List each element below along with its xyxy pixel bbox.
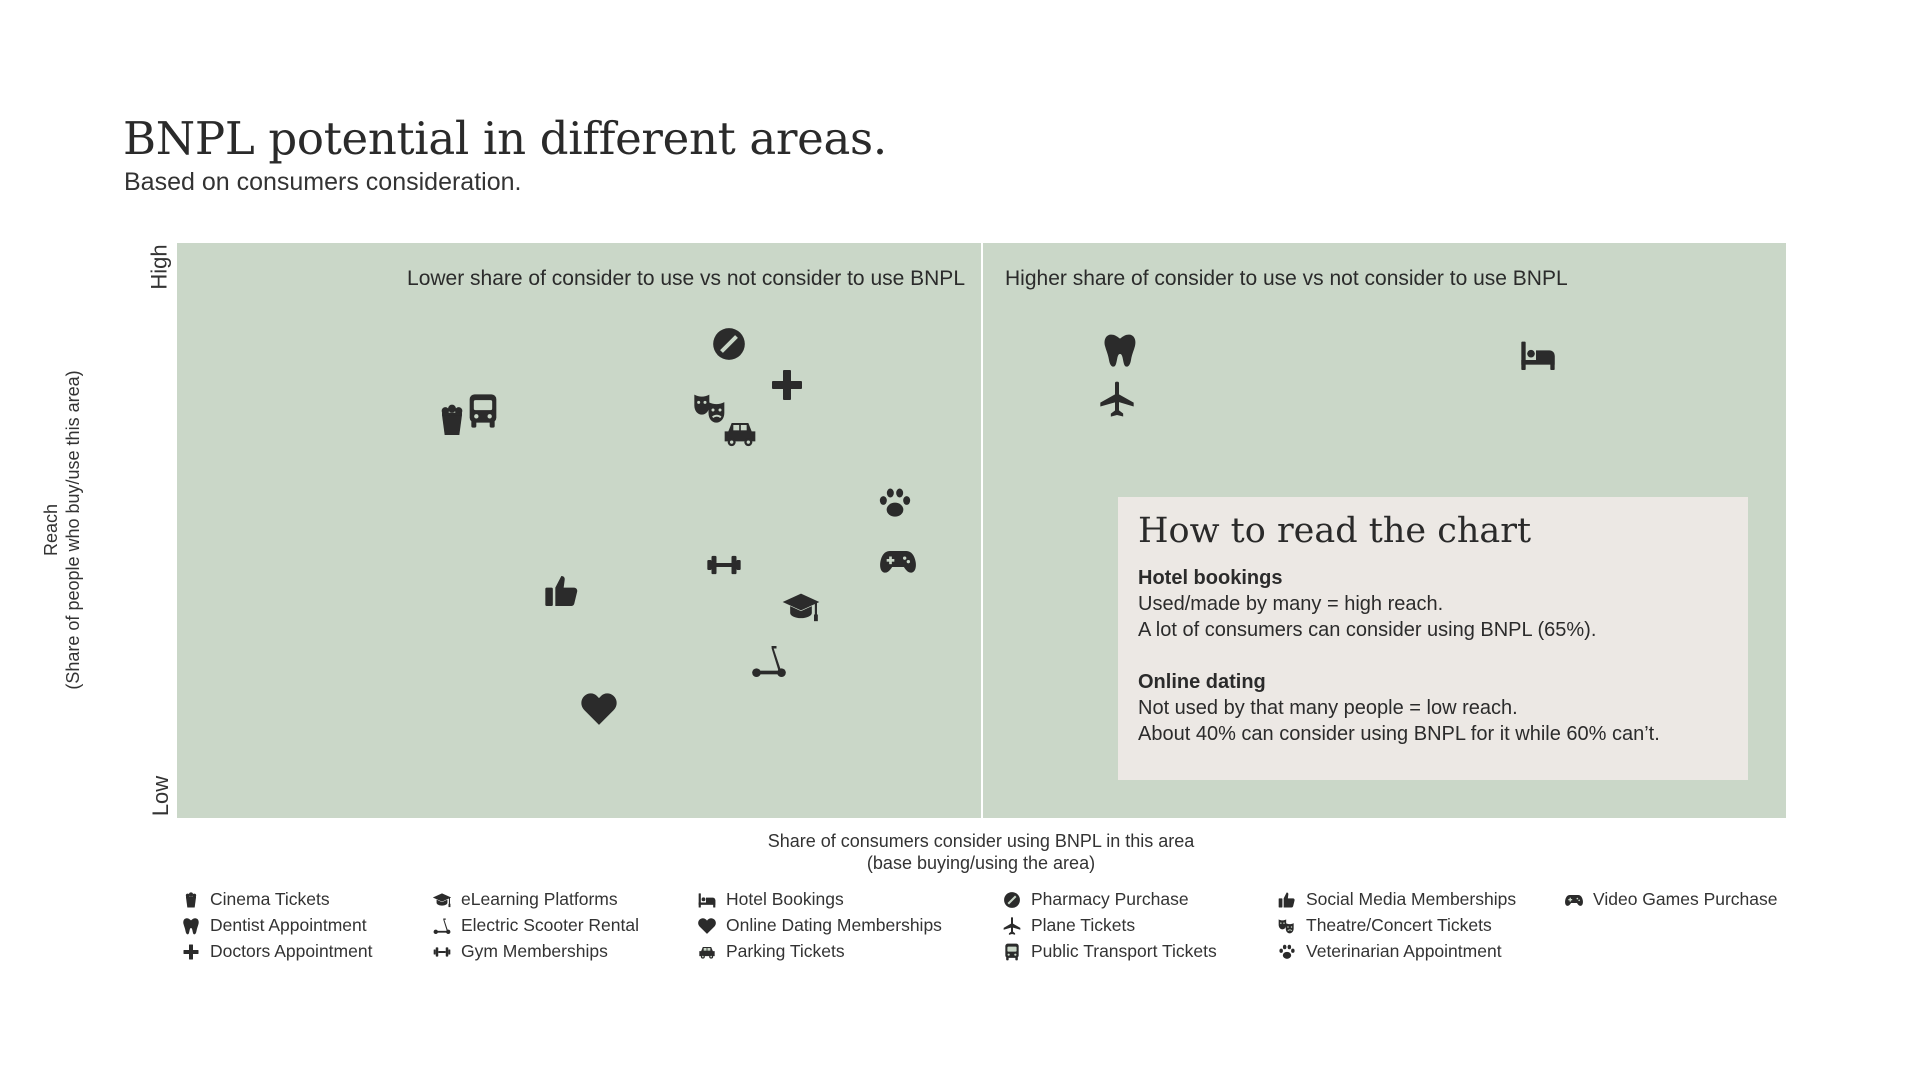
- legend-column-2: [432, 887, 639, 964]
- legend-column-1: [181, 887, 372, 964]
- legend-label: Hotel Bookings: [726, 889, 844, 909]
- scooter-icon: [749, 641, 789, 681]
- example-dating-title: Online dating: [1138, 671, 1266, 693]
- legend-column-6: [1564, 887, 1778, 912]
- legend-column-3: [697, 887, 942, 964]
- tooth-icon: [181, 916, 201, 936]
- y-axis-title: [40, 370, 84, 689]
- bed-icon: [1518, 335, 1558, 375]
- paw-icon: [875, 483, 915, 523]
- medical-cross-icon: [767, 365, 807, 405]
- bus-icon: [463, 391, 503, 431]
- example-hotel-line-2: A lot of consumers can consider using BNPL (65%).: [1138, 619, 1597, 641]
- bed-icon: [697, 890, 717, 910]
- legend-item: [1002, 887, 1217, 912]
- heart-icon: [579, 689, 619, 729]
- x-axis-title: [681, 830, 1281, 874]
- legend-column-5: [1277, 887, 1516, 964]
- legend-item: [181, 913, 372, 938]
- dumbbell-icon: [704, 545, 744, 585]
- example-hotel-title: Hotel bookings: [1138, 567, 1283, 589]
- legend-label: Video Games Purchase: [1593, 889, 1778, 909]
- y-tick-low: Low: [148, 775, 174, 817]
- legend-label: Parking Tickets: [726, 941, 845, 961]
- example-hotel-line-1: Used/made by many = high reach.: [1138, 593, 1444, 615]
- legend-label: eLearning Platforms: [461, 889, 618, 909]
- legend-item: [1277, 887, 1516, 912]
- heart-icon: [697, 916, 717, 936]
- legend-label: Electric Scooter Rental: [461, 915, 639, 935]
- legend-label: Pharmacy Purchase: [1031, 889, 1189, 909]
- legend-item: [432, 887, 639, 912]
- pharmacy-icon: [1002, 890, 1022, 910]
- legend-label: Veterinarian Appointment: [1306, 941, 1502, 961]
- paw-icon: [1277, 942, 1297, 962]
- car-icon: [697, 942, 717, 962]
- legend-label: Plane Tickets: [1031, 915, 1136, 935]
- quadrant-label-right: Higher share of consider to use vs not consider to use BNPL: [1005, 267, 1568, 290]
- example-dating-line-2: About 40% can consider using BNPL for it while 60% can’t.: [1138, 723, 1660, 745]
- y-axis-label: Reach: [41, 503, 61, 557]
- legend-label: Dentist Appointment: [210, 915, 367, 935]
- thumbs-up-icon: [1277, 890, 1297, 910]
- cinema-icon: [181, 890, 201, 910]
- legend-label: Doctors Appointment: [210, 941, 373, 961]
- quadrant-label-left: Lower share of consider to use vs not consider to use BNPL: [407, 267, 965, 290]
- medical-cross-icon: [181, 942, 201, 962]
- chart-subtitle: Based on consumers consideration.: [124, 168, 522, 196]
- legend-item: [1002, 913, 1217, 938]
- example-dating-line-1: Not used by that many people = low reach.: [1138, 697, 1518, 719]
- chart-title: BNPL potential in different areas.: [123, 112, 887, 165]
- legend-label: Theatre/Concert Tickets: [1306, 915, 1492, 935]
- legend-item: [697, 913, 942, 938]
- legend-item: [181, 887, 372, 912]
- quadrant-divider: [981, 243, 983, 818]
- graduation-cap-icon: [432, 890, 452, 910]
- tooth-icon: [1100, 330, 1140, 370]
- plot-area: [177, 243, 1786, 818]
- pharmacy-icon: [709, 324, 749, 364]
- gamepad-icon: [1564, 890, 1584, 910]
- legend-item: [1277, 939, 1516, 964]
- legend-label: Gym Memberships: [461, 941, 608, 961]
- dumbbell-icon: [432, 942, 452, 962]
- y-tick-high: High: [146, 244, 172, 290]
- legend-item: [697, 939, 942, 964]
- bus-icon: [1002, 942, 1022, 962]
- plane-icon: [1002, 916, 1022, 936]
- thumbs-up-icon: [542, 571, 582, 611]
- legend-item: [1002, 939, 1217, 964]
- legend-item: [432, 939, 639, 964]
- x-axis-label: Share of consumers consider using BNPL in this area: [767, 831, 1195, 851]
- legend-column-4: [1002, 887, 1217, 964]
- legend-label: Online Dating Memberships: [726, 915, 942, 935]
- legend-item: [432, 913, 639, 938]
- legend-label: Public Transport Tickets: [1031, 941, 1217, 961]
- legend-item: [697, 887, 942, 912]
- scooter-icon: [432, 916, 452, 936]
- theatre-icon: [1277, 916, 1297, 936]
- car-icon: [720, 413, 760, 453]
- x-axis-sublabel: (base buying/using the area): [866, 853, 1096, 873]
- legend-label: Cinema Tickets: [210, 889, 330, 909]
- legend-item: [1564, 887, 1778, 912]
- graduation-cap-icon: [781, 587, 821, 627]
- legend-item: [181, 939, 372, 964]
- how-to-read-title: How to read the chart: [1138, 511, 1532, 551]
- legend-item: [1277, 913, 1516, 938]
- plane-icon: [1097, 379, 1137, 419]
- y-axis-sublabel: (Share of people who buy/use this area): [63, 370, 83, 690]
- gamepad-icon: [878, 541, 918, 581]
- legend-label: Social Media Memberships: [1306, 889, 1517, 909]
- how-to-read-box: [1118, 497, 1748, 780]
